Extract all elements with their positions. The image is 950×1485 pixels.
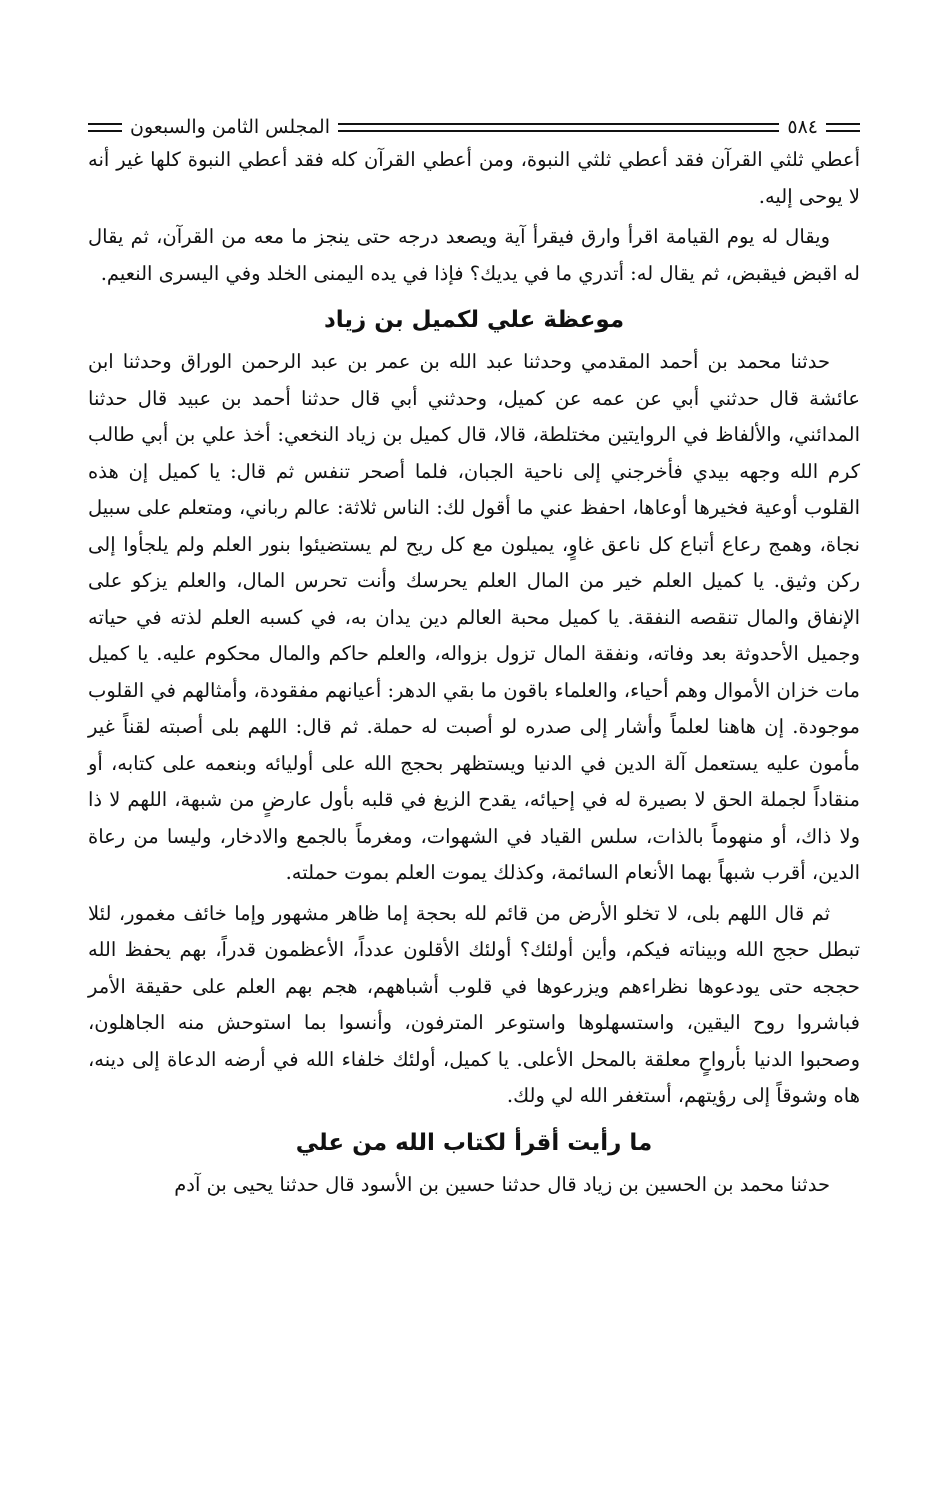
header-rule-middle [338,123,779,132]
header-rule-left [88,123,122,132]
running-header [88,112,860,142]
paragraph: ويقال له يوم القيامة اقرأ وارق فيقرأ آية ويصعد درجه حتى ينجز ما معه من القرآن، ثم يقال له اقبض فيقبض، ثم يقال له: أتدري ما في يديك؟ فإذا في يده اليمنى الخلد وفي اليسرى النعيم. [88,225,860,285]
header-rule-right [826,123,860,132]
page-number: ٥٨٤ [787,116,818,138]
paragraph: أعطي ثلثي القرآن فقد أعطي ثلثي النبوة، ومن أعطي القرآن كله فقد أعطي النبوة كلها غير أنه لا يوحى إليه. [88,148,860,208]
chapter-title: المجلس الثامن والسبعون [130,116,331,138]
paragraph: ثم قال اللهم بلى، لا تخلو الأرض من قائم لله بحجة إما ظاهر مشهور وإما خائف مغمور، لئلا تبطل حجج الله وبيناته فيكم، وأين أولئك؟ أولئك الأقلون عدداً، الأعظمون قدراً، بهم يحفظ الله حججه حتى يودعوها نظراءهم ويزرعوها في قلوب أشباههم، هجم بهم العلم على حقيقة الأمر فباشروا روح اليقين، واستسهلوها واستوعر المترفون، وأنسوا بما استوحش منه الجاهلون، وصحبوا الدنيا بأرواحٍ معلقة بالمحل الأعلى. يا كميل، أولئك خلفاء الله في أرضه الدعاة إلى دينه، هاه وشوقاً إلى رؤيتهم، أستغفر الله لي ولك. [88,901,860,1107]
section-heading: ما رأيت أقرأ لكتاب الله من علي [295,1129,653,1156]
body-text [88,142,860,1203]
paragraph: حدثنا محمد بن الحسين بن زياد قال حدثنا حسين بن الأسود قال حدثنا يحيى بن آدم [174,1172,830,1196]
section-heading: موعظة علي لكميل بن زياد [323,307,625,333]
document-page [88,112,860,1203]
paragraph: حدثنا محمد بن أحمد المقدمي وحدثنا عبد الله بن عمر بن عبد الرحمن الوراق وحدثنا ابن عائشة قال حدثني أبي عن عمه عن كميل، وحدثني أبي قال حدثنا أحمد بن عبيد قال حدثنا المدائني، والألفاظ في الروايتين مختلطة، قالا، قال كميل بن زياد النخعي: أخذ علي بن أبي طالب كرم الله وجهه بيدي فأخرجني إلى ناحية الجبان، فلما أصحر تنفس ثم قال: يا كميل إن هذه القلوب أوعية فخيرها أوعاها، احفظ عني ما أقول لك: الناس ثلاثة: عالم رباني، ومتعلم على سبيل نجاة، وهمج رعاع أتباع كل ناعق غاوٍ، يميلون مع كل ريح لم يستضيئوا بنور العلم ولم يلجأوا إلى ركن وثيق. يا كميل العلم خير من المال العلم يحرسك وأنت تحرس المال، والعلم يزكو على الإنفاق والمال تنقصه النفقة. يا كميل محبة العالم دين يدان به، في كسبه العلم لذته في حياته وجميل الأحدوثة بعد وفاته، ونفقة المال تزول بزواله، والعلم حاكم والمال محكوم عليه. يا كميل مات خزان الأموال وهم أحياء، والعلماء باقون ما بقي الدهر: أعيانهم مفقودة، وأمثالهم في القلوب موجودة. إن هاهنا لعلماً وأشار إلى صدره لو أصبت له حملة. ثم قال: اللهم بلى أصبته لقناً غير مأمون عليه يستعمل آلة الدين في الدنيا ويستظهر بحجج الله على أوليائه وبنعمه على كتابه، أو منقاداً لجملة الحق لا بصيرة له في إحيائه، يقدح الزيغ في قلبه بأول عارضٍ من شبهة، اللهم لا ذا ولا ذاك، أو منهوماً بالذات، سلس القياد في الشهوات، ومغرماً بالجمع والادخار، وليسا من رعاة الدين، أقرب شبهاً بهما الأنعام السائمة، وكذلك يموت العلم بموت حملته. [88,350,860,884]
